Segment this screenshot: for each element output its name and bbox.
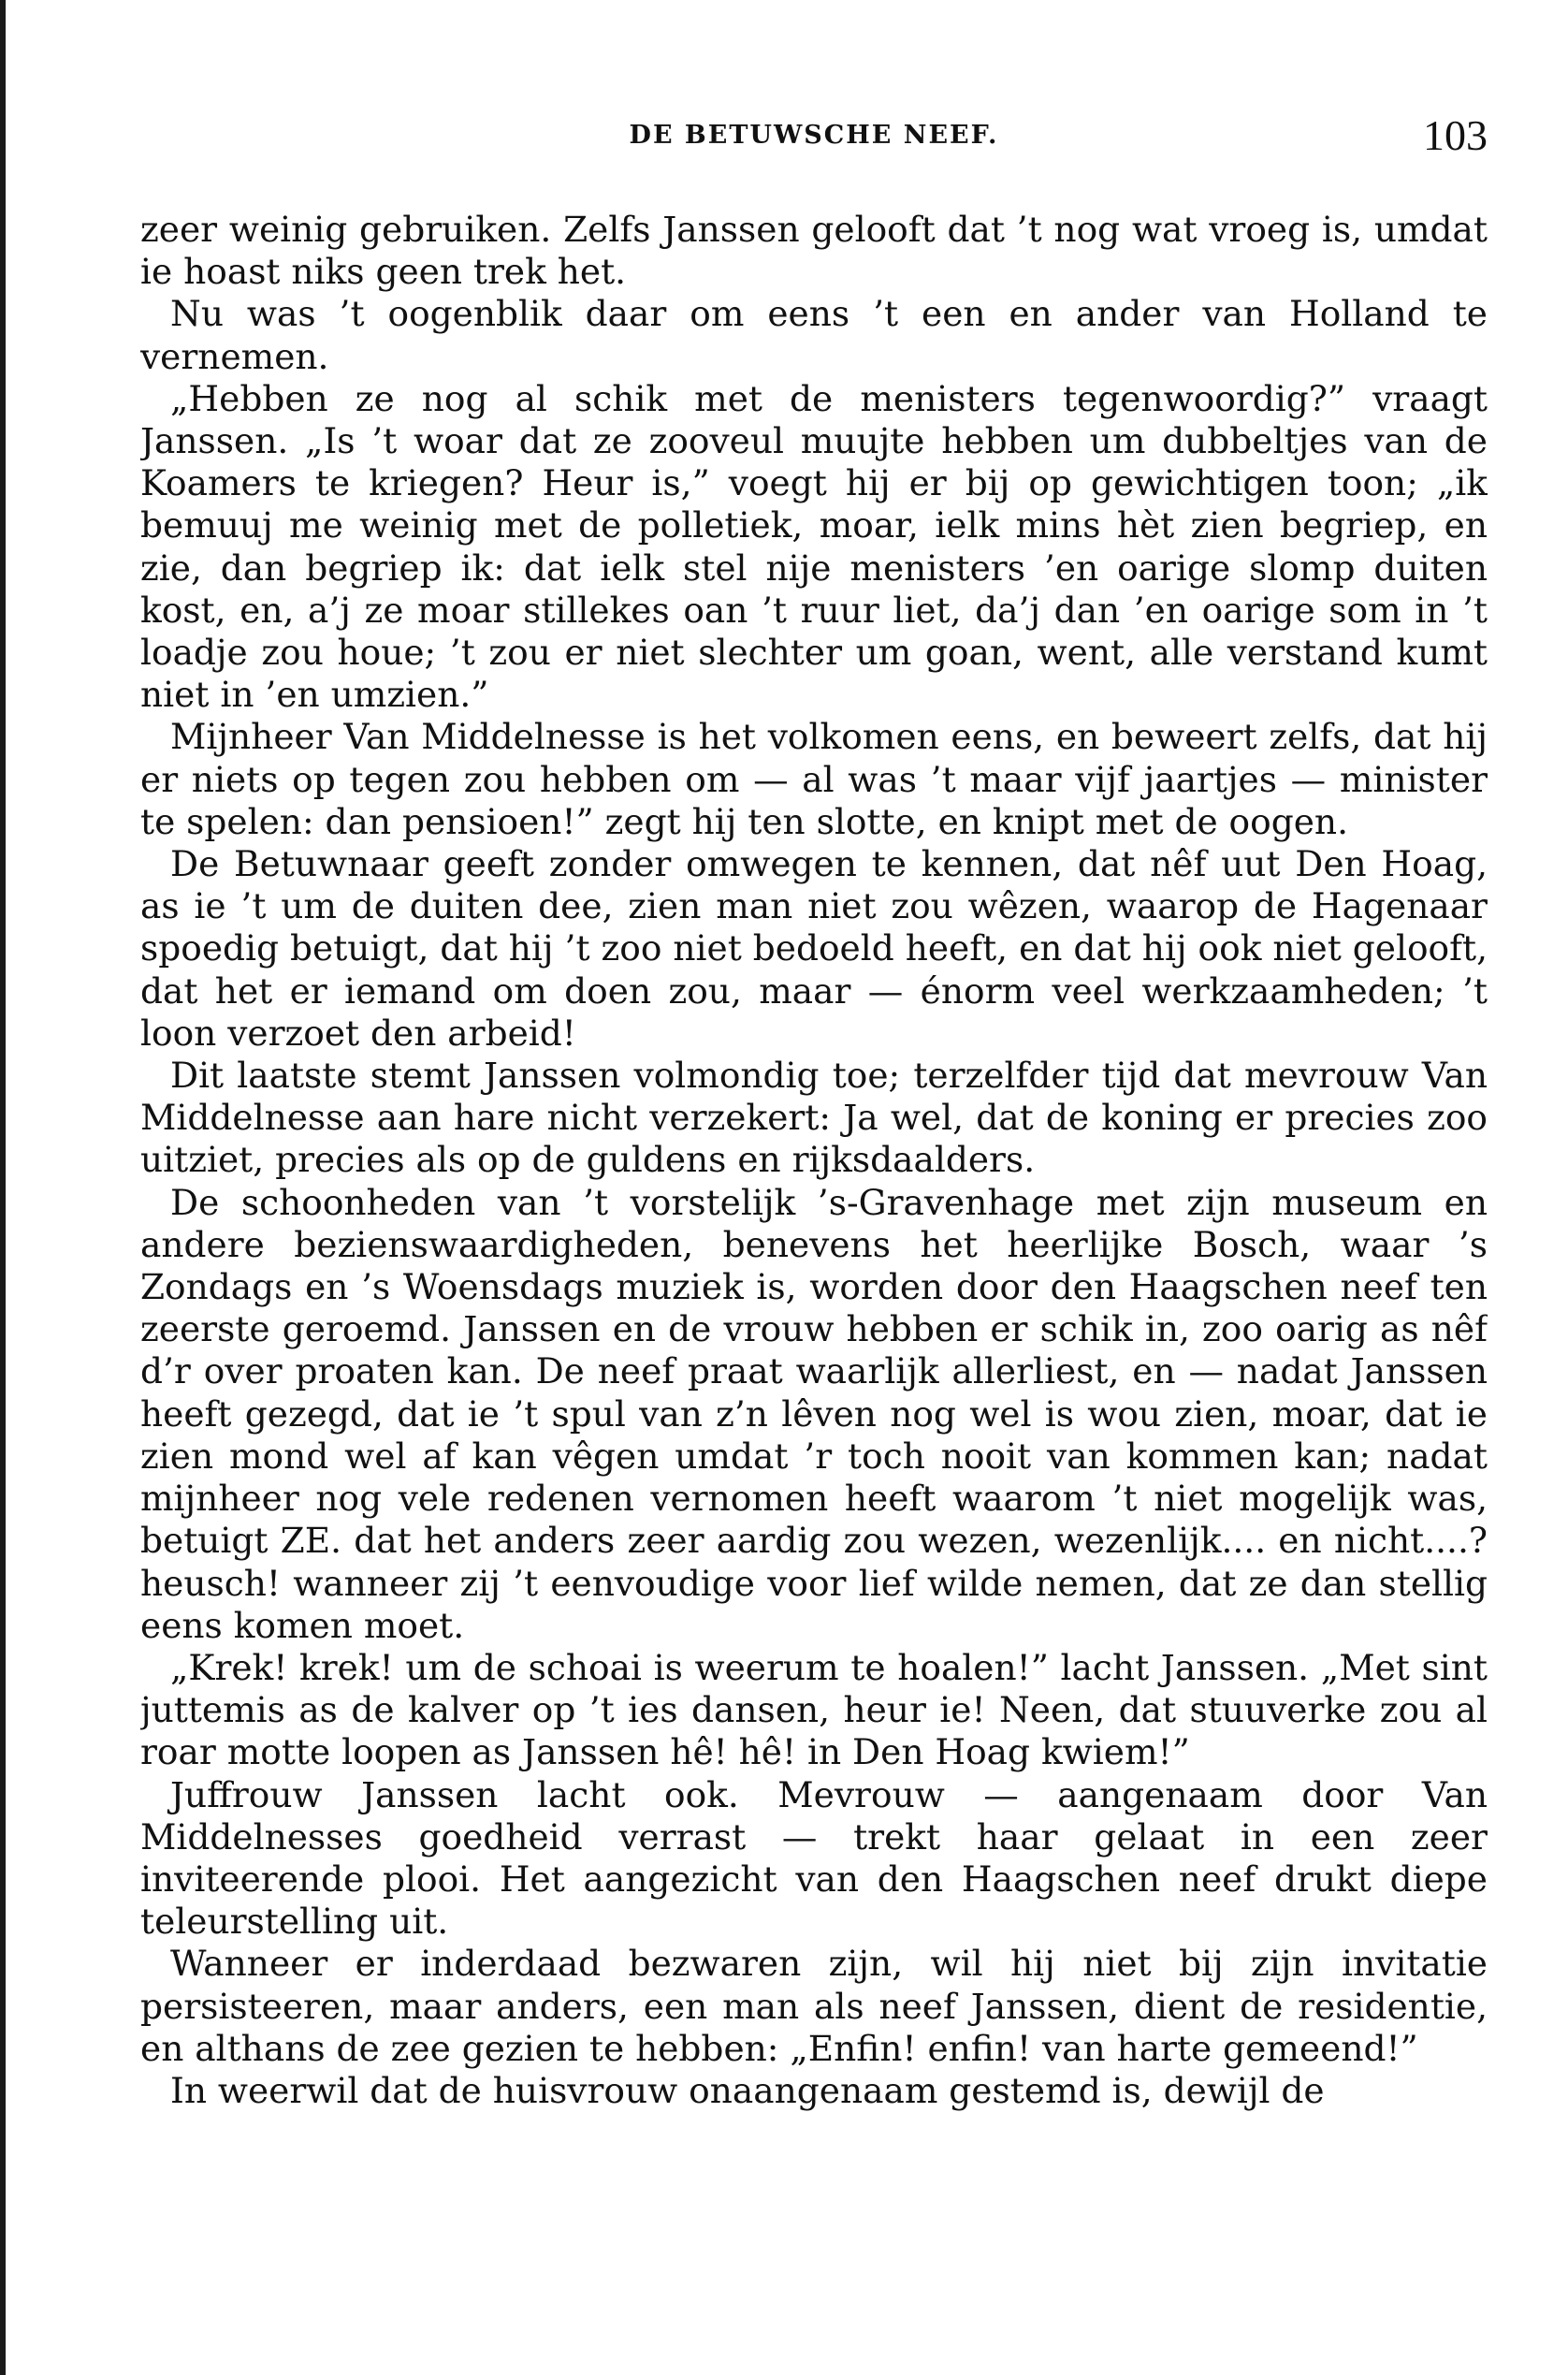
- paragraph-3: „Hebben ze nog al schik met de menisters tegenwoordig?” vraagt Janssen. „Is ’t woar dat ze zooveul muujte hebben um dubbeltjes van de Koamers te kriegen? Heur is,” voegt hij er bij op gewichtigen toon; „ik bemuuj me weinig met de polletiek, moar, ielk mins hèt zien begriep, en zie, dan begriep ik: dat ielk stel nije menisters ’en oarige slomp duiten kost, en, a’j ze moar stillekes oan ’t ruur liet, da’j dan ’en oarige som in ’t loadje zou houe; ’t zou er niet slechter um goan, went, alle verstand kumt niet in ’en umzien.”: [140, 377, 1488, 716]
- page-number: 103: [1423, 111, 1488, 159]
- paragraph-7: De schoonheden van ’t vorstelijk ’s-Gravenhage met zijn museum en andere bezienswaardigheden, benevens het heerlijke Bosch, waar ’s Zondags en ’s Woensdags muziek is, worden door den Haagschen neef ten zeerste geroemd. Janssen en de vrouw hebben er schik in, zoo oarig as nêf d’r over proaten kan. De neef praat waarlijk allerliest, en — nadat Janssen heeft gezegd, dat ie ’t spul van z’n lêven nog wel is wou zien, moar, dat ie zien mond wel af kan vêgen umdat ’r toch nooit van kommen kan; nadat mijnheer nog vele redenen vernomen heeft waarom ’t niet mogelijk was, betuigt ZE. dat het anders zeer aardig zou wezen, wezenlijk.... en nicht....? heusch! wanneer zij ’t eenvoudige voor lief wilde nemen, dat ze dan stellig eens komen moet.: [140, 1181, 1488, 1646]
- paragraph-11: In weerwil dat de huisvrouw onaangenaam gestemd is, dewijl de: [170, 2069, 1325, 2111]
- running-title: DE BETUWSCHE NEEF.: [629, 121, 999, 150]
- paragraph-9: Juffrouw Janssen lacht ook. Mevrouw — aangenaam door Van Middelnesses goedheid verrast — trekt haar gelaat in een zeer inviteerende plooi. Het aangezicht van den Haagschen neef drukt diepe teleurstelling uit.: [140, 1773, 1488, 1943]
- body-text: [140, 209, 1488, 2112]
- paragraph-5: De Betuwnaar geeft zonder omwegen te kennen, dat nêf uut Den Hoag, as ie ’t um de duiten dee, zien man niet zou wêzen, waarop de Hagenaar spoedig betuigt, dat hij ’t zoo niet bedoeld heeft, en dat hij ook niet gelooft, dat het er iemand om doen zou, maar — énorm veel werkzaamheden; ’t loon verzoet den arbeid!: [140, 843, 1488, 1054]
- paragraph-1: zeer weinig gebruiken. Zelfs Janssen gelooft dat ’t nog wat vroeg is, umdat ie hoast niks geen trek het.: [140, 209, 1488, 293]
- paragraph-8: „Krek! krek! um de schoai is weerum te hoalen!” lacht Janssen. „Met sint juttemis as de kalver op ’t ies dansen, heur ie! Neen, dat stuuverke zou al roar motte loopen as Janssen hê! hê! in Den Hoag kwiem!”: [140, 1646, 1488, 1773]
- paragraph-2: Nu was ’t oogenblik daar om eens ’t een en ander van Holland te vernemen.: [140, 293, 1488, 377]
- page-binding-edge: [0, 0, 6, 2375]
- paragraph-4: Mijnheer Van Middelnesse is het volkomen eens, en beweert zelfs, dat hij er niets op tegen zou hebben om — al was ’t maar vijf jaartjes — minister te spelen: dan pensioen!” zegt hij ten slotte, en knipt met de oogen.: [140, 716, 1488, 842]
- paragraph-10: Wanneer er inderdaad bezwaren zijn, wil hij niet bij zijn invitatie persisteeren, maar anders, een man als neef Janssen, dient de residentie, en althans de zee gezien te hebben: „Enfin! enfin! van harte gemeend!”: [140, 1943, 1488, 2069]
- running-head: [140, 108, 1488, 201]
- book-page: [140, 108, 1488, 2316]
- paragraph-6: Dit laatste stemt Janssen volmondig toe; terzelfder tijd dat mevrouw Van Middelnesse aan hare nicht verzekert: Ja wel, dat de koning er precies zoo uitziet, precies als op de guldens en rijksdaalders.: [140, 1055, 1488, 1181]
